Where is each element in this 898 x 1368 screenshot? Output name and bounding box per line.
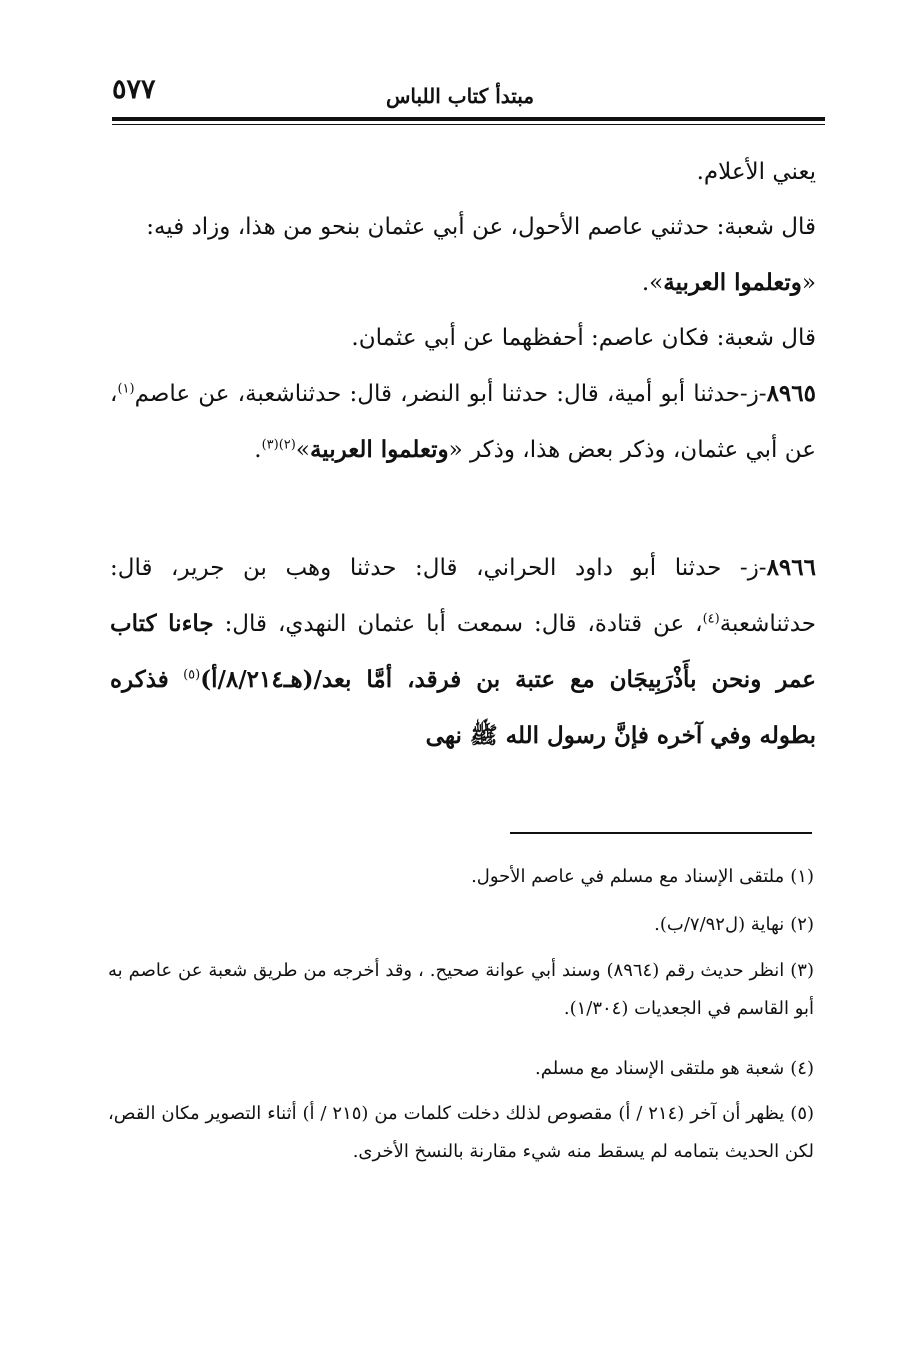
footnote-mark: (٥) bbox=[790, 1103, 815, 1124]
footnote-5 bbox=[108, 1095, 814, 1171]
footnote-1 bbox=[108, 858, 814, 896]
header-rule-thick bbox=[112, 117, 825, 121]
hadith-text: -ز-حدثنا أبو أمية، قال: حدثنا أبو النضر، قال: حدثناشعبة، عن عاصم bbox=[134, 381, 767, 407]
footnote-ref-5: (٥) bbox=[183, 667, 201, 683]
footnote-text: ملتقى الإسناد مع مسلم في عاصم الأحول. bbox=[471, 866, 785, 887]
footnote-3 bbox=[108, 952, 814, 1028]
paragraph-2-text: قال شعبة: حدثني عاصم الأحول، عن أبي عثمان بنحو من هذا، وزاد فيه: bbox=[146, 214, 816, 240]
paragraph-4: قال شعبة: فكان عاصم: أحفظهما عن أبي عثمان. bbox=[351, 325, 816, 351]
footnote-2 bbox=[108, 906, 814, 944]
hadith-text: -ز- حدثنا أبو داود الحراني، قال: حدثنا وهب بن جرير، قال: حدثناشعبة bbox=[110, 555, 816, 637]
footnote-text: انظر حديث رقم (٨٩٦٤) وسند أبي عوانة صحيح. ، وقد أخرجه من طريق شعبة عن عاصم به أبو القاسم في الجعديات (١/٣٠٤). bbox=[108, 960, 814, 1019]
hadith-8965 bbox=[110, 366, 816, 478]
footnote-mark: (١) bbox=[790, 866, 814, 887]
hadith-bold: وتعلموا العربية bbox=[309, 436, 449, 463]
hadith-end: . bbox=[254, 437, 262, 463]
paragraph-2 bbox=[110, 200, 816, 311]
quote-open: « bbox=[801, 270, 816, 296]
quote-bold: وتعلموا العربية bbox=[663, 269, 802, 296]
hadith-text: ، عن قتادة، قال: سمعت أبا عثمان النهدي، قال: bbox=[224, 611, 703, 637]
footnote-mark: (٤) bbox=[790, 1058, 814, 1079]
header-rule-thin bbox=[112, 124, 825, 125]
hadith-number: ٨٩٦٦ bbox=[766, 554, 816, 581]
hadith-8966 bbox=[110, 540, 816, 764]
hadith-bold: جاءنا كتاب عمر ونحن بأَذْرَبِيجَان مع عتبة بن فرقد، أمَّا بعد/(هـ٨/٢١٤/أ) bbox=[110, 610, 817, 693]
footnote-4 bbox=[108, 1050, 814, 1088]
running-title: مبتدأ كتاب اللباس bbox=[385, 84, 535, 108]
hadith-number: ٨٩٦٥ bbox=[766, 380, 816, 407]
page-number: ٥٧٧ bbox=[112, 74, 156, 105]
footnote-ref-2-3: (٢)(٣) bbox=[261, 437, 296, 453]
footnote-mark: (٣) bbox=[790, 960, 814, 981]
footnote-ref-1: (١) bbox=[117, 381, 135, 397]
hadith-text: ، عن أبي عثمان، وذكر بعض هذا، وذكر « bbox=[110, 381, 816, 463]
footnote-text: شعبة هو ملتقى الإسناد مع مسلم. bbox=[535, 1058, 785, 1079]
footnote-text: نهاية (ل٧/٩٢/ب). bbox=[654, 914, 785, 935]
footnote-ref-4: (٤) bbox=[702, 611, 720, 627]
hadith-bold: فذكره بطوله وفي آخره فإنَّ رسول الله ﷺ نهى bbox=[110, 666, 816, 749]
footnote-mark: (٢) bbox=[790, 914, 814, 935]
footnote-text: يظهر أن آخر (٢١٤ / أ) مقصوص لذلك دخلت كلمات من (٢١٥ / أ) أثناء التصوير مكان القص، لكن الحديث بتمامه لم يسقط منه شيء مقارنة بالنسخ الأخرى. bbox=[108, 1103, 814, 1162]
footnote-separator bbox=[510, 832, 812, 834]
paragraph-1: يعني الأعلام. bbox=[696, 159, 816, 185]
quote-close: ». bbox=[641, 270, 664, 296]
hadith-text: » bbox=[295, 437, 310, 463]
